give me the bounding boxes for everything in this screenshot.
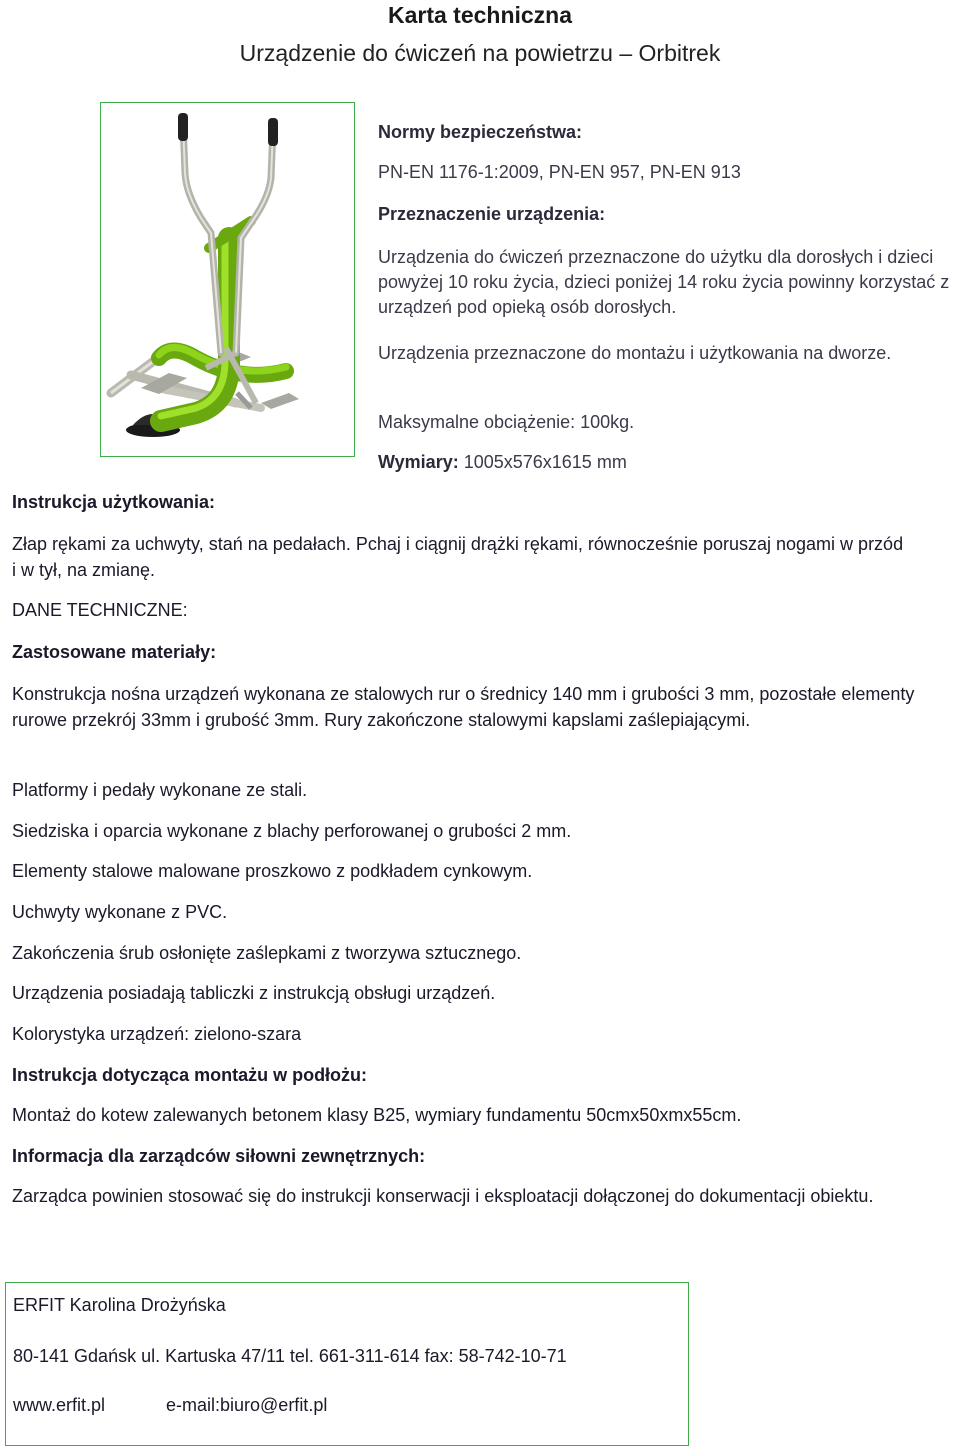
document-title: Karta techniczna [387,2,573,28]
company-name: ERFIT Karolina Drożyńska [13,1295,226,1315]
material-item: Platformy i pedały wykonane ze stali. [12,780,308,800]
norms-value: PN-EN 1176-1:2009, PN-EN 957, PN-EN 913 [378,162,741,182]
material-item: Urządzenia posiadają tabliczki z instrukcją obsługi urządzeń. [12,983,496,1003]
managers-text: Zarządca powinien stosować się do instrukcji konserwacji i eksploatacji dołączonej do dokumentacji obiektu. [12,1186,874,1206]
technical-heading: DANE TECHNICZNE: [12,600,188,620]
material-item: Uchwyty wykonane z PVC. [12,902,228,922]
mounting-text: Montaż do kotew zalewanych betonem klasy B25, wymiary fundamentu 50cmx50xmx55cm. [12,1105,742,1125]
email-link[interactable]: e-mail:biuro@erfit.pl [166,1395,328,1415]
purpose-text: Urządzenia do ćwiczeń przeznaczone do użytku dla dorosłych i dzieci powyżej 10 roku życia, dzieci poniżej 14 roku życia powinny korzystać z urządzeń pod opieką osób dorosłych. [378,247,950,317]
outdoor-text: Urządzenia przeznaczone do montażu i użytkowania na dworze. [378,343,892,363]
instructions-text: Złap rękami za uchwyty, stań na pedałach. Pchaj i ciągnij drążki rękami, równocześnie poruszaj nogami w przód i w tył, na zmianę. [12,534,904,580]
purpose-label: Przeznaczenie urządzenia: [378,204,606,224]
contact-box [5,1282,689,1446]
max-load-text: Maksymalne obciążenie: 100kg. [378,412,635,432]
document-subtitle: Urządzenie do ćwiczeń na powietrzu – Orbitrek [239,40,721,66]
website-link[interactable]: www.erfit.pl [13,1395,106,1415]
mounting-label: Instrukcja dotycząca montażu w podłożu: [12,1065,368,1085]
material-item: Elementy stalowe malowane proszkowo z podkładem cynkowym. [12,861,533,881]
dimensions-label: Wymiary: [378,452,459,472]
dimensions-line [378,450,958,475]
materials-text: Konstrukcja nośna urządzeń wykonana ze stalowych rur o średnicy 140 mm i grubości 3 mm, pozostałe elementy rurowe przekrój 33mm i grubość 3mm. Rury zakończone stalowymi kapslami zaślepiającymi. [12,684,915,730]
product-image-frame [100,102,355,457]
company-address: 80-141 Gdańsk ul. Kartuska 47/11 tel. 661-311-614 fax: 58-742-10-71 [13,1346,567,1366]
managers-label: Informacja dla zarządców siłowni zewnętrznych: [12,1146,426,1166]
material-item: Kolorystyka urządzeń: zielono-szara [12,1024,302,1044]
material-item: Zakończenia śrub osłonięte zaślepkami z tworzywa sztucznego. [12,943,522,963]
orbitrek-illustration [101,103,356,458]
instructions-label: Instrukcja użytkowania: [12,492,216,512]
material-item: Siedziska i oparcia wykonane z blachy perforowanej o grubości 2 mm. [12,821,572,841]
dimensions-value: 1005x576x1615 mm [458,452,627,472]
materials-label: Zastosowane materiały: [12,642,217,662]
norms-label: Normy bezpieczeństwa: [378,122,583,142]
